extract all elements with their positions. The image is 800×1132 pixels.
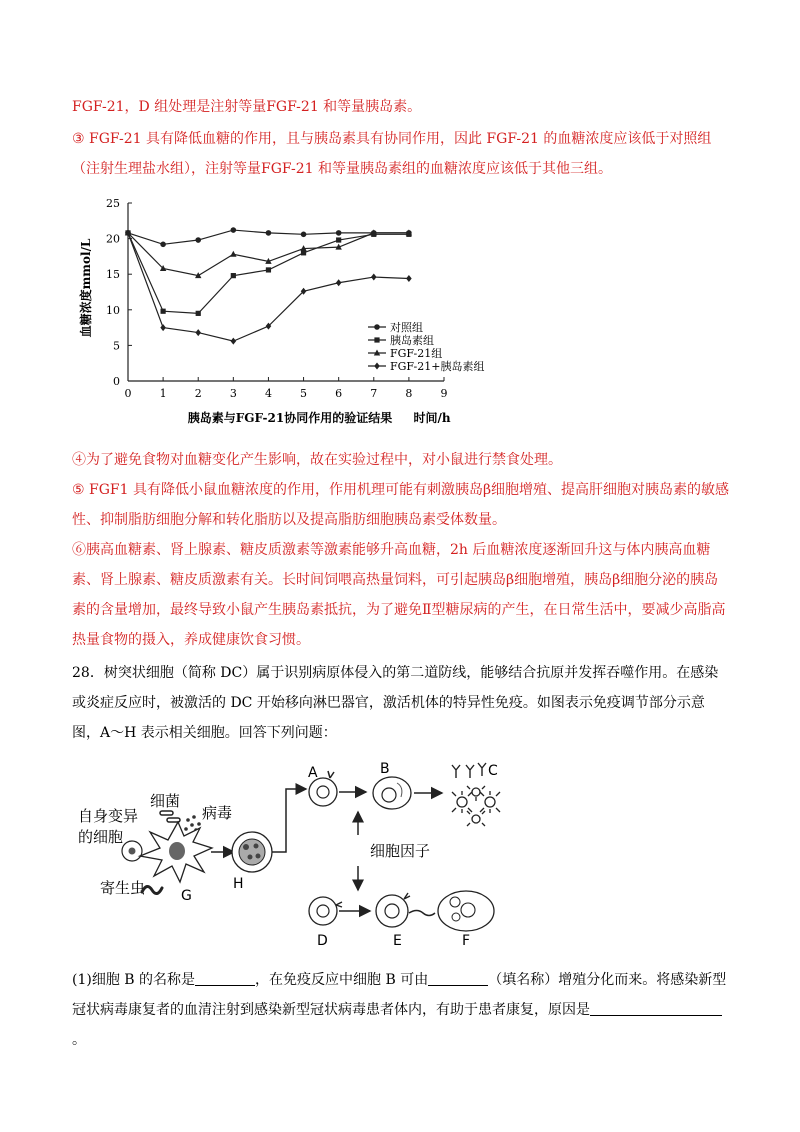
answer-item-5: ⑤ FGF1 具有降低小鼠血糖浓度的作用，作用机理可能有刺激胰岛β细胞增殖、提高肝细胞对胰岛素的敏感性、抑制脂肪细胞分解和转化脂肪以及提高脂肪细胞胰岛素受体数量。 (72, 482, 730, 528)
legend-label: FGF-21组 (390, 347, 443, 360)
label-c: C (488, 763, 498, 779)
question-28-intro: 28．树突状细胞（简称 DC）属于识别病原体侵入的第二道防线，能够结合抗原并发挥吞噬作用。在感染或炎症反应时，被激活的 DC 开始移向淋巴器官，激活机体的特异性免疫。如图表示免疫调节部分示意图，A～H 表示相关细胞。回答下列问题： (72, 665, 719, 741)
label-virus: 病毒 (202, 804, 233, 822)
legend-label: 胰岛素组 (390, 334, 434, 347)
label-parasite: 寄生虫 (100, 879, 146, 897)
q1-part2: ，在免疫反应中细胞 B 可由 (255, 972, 429, 988)
answer-item-6: ⑥胰高血糖素、肾上腺素、糖皮质激素等激素能够升高血糖，2h 后血糖浓度逐渐回升这与体内胰高血糖素、肾上腺素、糖皮质激素有关。长时间饲喂高热量饲料，可引起胰岛β细胞增殖，胰岛β细胞分泌的胰岛素的含量增加，最终导致小鼠产生胰岛素抵抗，为了避免Ⅱ型糖尿病的产生，在日常生活中，要减少高脂高热量食物的摄入，养成健康饮食习惯。 (72, 542, 726, 648)
y-tick-label: 5 (113, 339, 120, 353)
x-tick-label: 1 (159, 387, 167, 400)
y-tick-label: 15 (106, 268, 120, 282)
target-cell-f (438, 891, 494, 931)
legend-label: 对照组 (390, 321, 423, 334)
answer-blank-3[interactable] (590, 1000, 722, 1016)
y-tick-label: 25 (106, 197, 120, 210)
answer-item-3: ③ FGF-21 具有降低血糖的作用，且与胰岛素具有协同作用，因此 FGF-21 的血糖浓度应该低于对照组（注射生理盐水组），注射等量FGF-21 和等量胰岛素组的血糖浓度应该低于其他三组。 (72, 131, 712, 177)
t-cell-d (309, 897, 342, 925)
x-tick-label: 5 (300, 387, 308, 400)
y-tick-label: 0 (113, 375, 120, 388)
label-cytokine: 细胞因子 (370, 842, 431, 860)
label-g: G (181, 888, 192, 904)
dendritic-cell-g (140, 822, 212, 882)
chart-title: 胰岛素与FGF-21协同作用的验证结果 (187, 411, 393, 425)
bacteria-icon (160, 811, 180, 822)
x-tick-label: 7 (370, 387, 378, 400)
x-tick-label: 2 (194, 387, 202, 400)
x-tick-label: 4 (264, 387, 272, 400)
legend-label: FGF-21+胰岛素组 (390, 360, 485, 373)
mutant-cell (122, 841, 142, 861)
label-h: H (233, 876, 244, 892)
plasma-cell-b (373, 777, 411, 809)
x-tick-label: 0 (124, 387, 132, 400)
label-d: D (317, 933, 328, 949)
chart-xlabel: 时间/h (413, 411, 451, 425)
q1-part1: (1)细胞 B 的名称是 (72, 972, 196, 988)
label-e: E (393, 933, 402, 949)
x-tick-label: 3 (229, 387, 237, 400)
y-tick-label: 20 (106, 232, 120, 246)
label-b: B (380, 761, 390, 777)
question-1 (72, 965, 732, 1055)
answer-line-1: FGF-21，D 组处理是注射等量FGF-21 和等量胰岛素。 (72, 99, 422, 115)
cytotoxic-t-cell-e (376, 893, 435, 927)
label-a: A (308, 765, 318, 781)
y-tick-label: 10 (106, 303, 120, 317)
label-self-mutant-2: 的细胞 (78, 828, 124, 846)
q1-part3: （填名称）增殖分化而来。将感染新型冠状病毒康复者的血清注射到感染新型冠状病毒患者体内，有助于患者康复，原因是 (72, 972, 727, 1018)
chart-ylabel: 血糖浓度mmol/L (79, 238, 93, 338)
x-tick-label: 8 (405, 387, 413, 400)
q1-part4: 。 (72, 1032, 86, 1048)
antigen-antibody-complex (452, 786, 500, 826)
x-tick-label: 6 (335, 387, 343, 400)
answer-blank-1[interactable] (195, 970, 255, 986)
label-f: F (462, 933, 471, 949)
answer-blank-2[interactable] (428, 970, 488, 986)
x-tick-label: 9 (440, 387, 448, 400)
label-bacteria: 细菌 (150, 792, 181, 810)
label-self-mutant-1: 自身变异 (78, 807, 139, 825)
antibody-c (452, 763, 486, 778)
helper-cell-h (232, 832, 272, 872)
answer-item-4: ④为了避免食物对血糖变化产生影响，故在实验过程中，对小鼠进行禁食处理。 (72, 452, 562, 468)
